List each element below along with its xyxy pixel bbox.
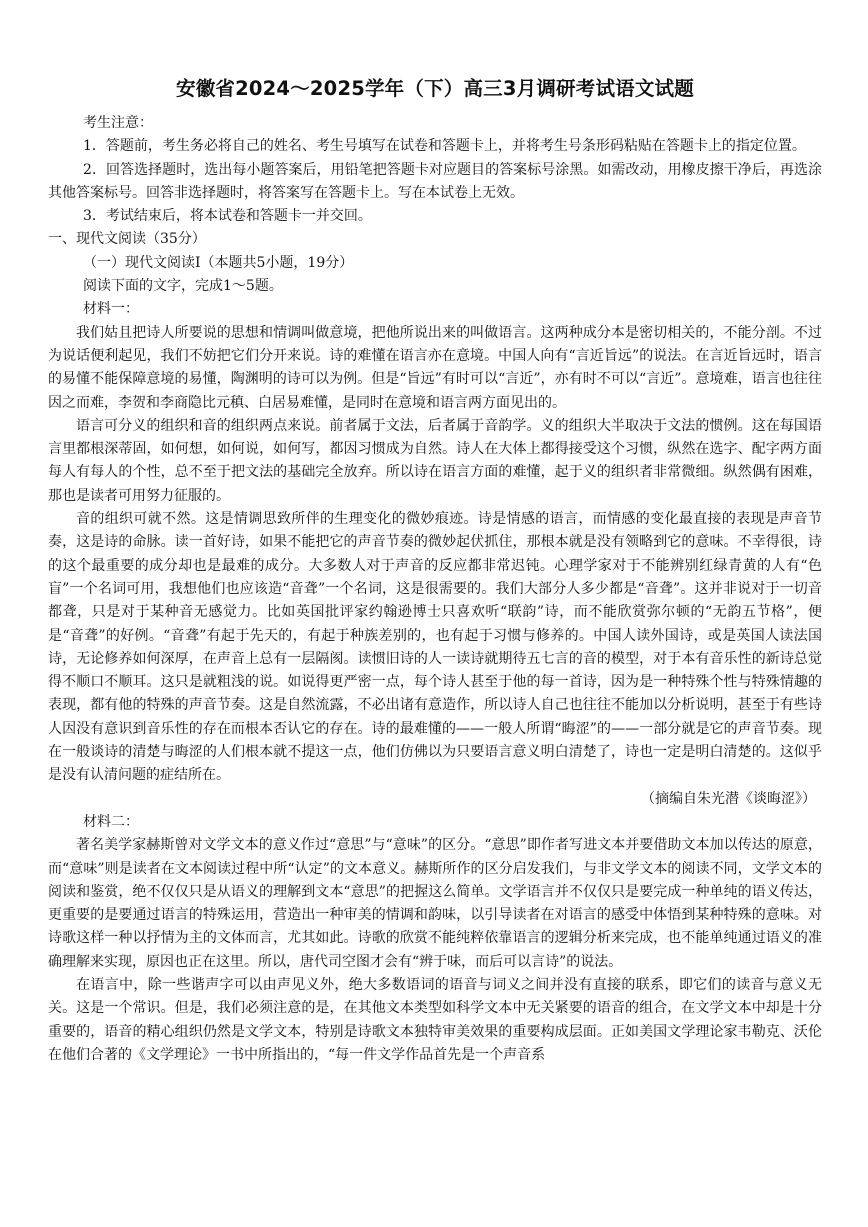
exam-title: 安徽省2024～2025学年（下）高三3月调研考试语文试题: [176, 77, 694, 100]
subsection-heading: （一）现代文阅读Ⅰ（本题共5小题，19分）: [83, 254, 354, 271]
notice-item-1: 1．答题前，考生务必将自己的姓名、考生号填写在试卷和答题卡上，并将考生号条形码粘贴在答题卡上的指定位置。: [83, 138, 806, 155]
material-1-label: 材料一：: [83, 301, 139, 318]
material-2-paragraph-2: 在语言中，除一些谐声字可以由声见义外，绝大多数语词的语音与词义之间并没有直接的联系，即它们的读音与意义无关。这是一个常识。但是，我们必须注意的是，在其他文本类型如科学文本中无关紧要的语音的组合，在文学文本中却是十分重要的，语音的精心组织仍然是文学文本，特别是诗歌文本独特审美效果的重要构成层面。正如美国文学理论家韦勒克、沃伦在他们合著的《文学理论》一书中所指出的，“每一件文学作品首先是一个声音系: [48, 976, 822, 1063]
material-1-paragraph-1: 我们姑且把诗人所要说的思想和情调叫做意境，把他所说出来的叫做语言。这两种成分本是密切相关的，不能分剖。不过为说话便利起见，我们不妨把它们分开来说。诗的难懂在语言亦在意境。中国人向有“言近旨远”的说法。在言近旨远时，语言的易懂不能保障意境的易懂，陶渊明的诗可以为例。但是“旨远”有时可以“言近”，亦有时不可以“言近”。意境难，语言也往往因之而难，李贺和李商隐比元稹、白居易难懂，是同时在意境和语言两方面见出的。: [48, 324, 822, 411]
material-1-source: （摘编自朱光潜《谈晦涩》）: [641, 790, 816, 807]
notice-item-3: 3．考试结束后，将本试卷和答题卡一并交回。: [83, 208, 372, 225]
material-2-paragraph-1: 著名美学家赫斯曾对文学文本的意义作过“意思”与“意味”的区分。“意思”即作者写进文本并要借助文本加以传达的原意，而“意味”则是读者在文本阅读过程中所“认定”的文本意义。赫斯所作的区分启发我们，与非文学文本的阅读不同，文学文本的阅读和鉴赏，绝不仅仅只是从语义的理解到文本“意思”的把握这么简单。文学语言并不仅仅只是要完成一种单纯的语义传达，更重要的是要通过语言的特殊运用，营造出一种审美的情调和韵味，以引导读者在对语言的感受中体悟到某种特殊的意味。对诗歌这样一种以抒情为主的文体而言，尤其如此。诗歌的欣赏不能纯粹依靠语言的逻辑分析来完成，也不能单纯通过语义的准确理解来实现，原因也正在这里。所以，唐代司空图才会有“辨于味，而后可以言诗”的说法。: [48, 837, 822, 970]
material-2-label: 材料二：: [83, 813, 139, 830]
notice-item-2: 2．回答选择题时，选出每小题答案后，用铅笔把答题卡对应题目的答案标号涂黑。如需改动，用橡皮擦干净后，再选涂其他答案标号。回答非选择题时，将答案写在答题卡上。写在本试卷上无效。: [48, 161, 822, 201]
material-1-paragraph-3: 音的组织可就不然。这是情调思致所伴的生理变化的微妙痕迹。诗是情感的语言，而情感的变化最直接的表现是声音节奏，这是诗的命脉。读一首好诗，如果不能把它的声音节奏的微妙起伏抓住，那根本就是没有领略到它的意味。不幸得很，诗的这个最重要的成分却也是最难的成分。大多数人对于声音的反应都非常迟钝。心理学家对于不能辨别红绿青黄的人有“色盲”一个名词可用，我想他们也应该造“音聋”一个名词，这是很需要的。我们大部分人多少都是“音聋”。这并非说对于一切音都聋，只是对于某种音无感觉力。比如英国批评家约翰逊博士只喜欢听“联韵”诗，而不能欣赏弥尔顿的“无韵五节格”，便是“音聋”的好例。“音聋”有起于先天的，有起于种族差别的，也有起于习惯与修养的。中国人读外国诗，或是英国人读法国诗，无论修养如何深厚，在声音上总有一层隔阂。读惯旧诗的人一读诗就期待五七言的音的模型，对于本有音乐性的新诗总觉得不顺口不顺耳。这只是就粗浅的说。如说得更严密一点，每个诗人甚至于他的每一首诗，因为是一种特殊个性与特殊情趣的表现，都有他的特殊的声音节奏。这是自然流露，不必出诸有意造作，所以诗人自己也往往不能加以分析说明，甚至于有些诗人因没有意识到音乐性的存在而根本否认它的存在。诗的最难懂的——一般人所谓“晦涩”的——一部分就是它的声音节奏。现在一般谈诗的清楚与晦涩的人们根本就不提这一点，他们仿佛以为只要语言意义明白清楚了，诗也一定是明白清楚的。这似乎是没有认清问题的症结所在。: [48, 511, 822, 784]
reading-instruction: 阅读下面的文字，完成1～5题。: [83, 278, 283, 295]
material-1-paragraph-2: 语言可分义的组织和音的组织两点来说。前者属于文法，后者属于音韵学。义的组织大半取决于文法的惯例。这在每国语言里都根深蒂固，如何想，如何说，如何写，都因习惯成为自然。诗人在大体上都得接受这个习惯，纵然在选字、配字两方面每人有每人的个性，总不至于把文法的基础完全放弃。所以诗在语言方面的难懂，起于义的组织者非常微细。纵然偶有困难，那也是读者可用努力征服的。: [48, 417, 822, 504]
section-heading: 一、现代文阅读（35分）: [48, 231, 206, 248]
notice-heading: 考生注意：: [83, 115, 153, 131]
